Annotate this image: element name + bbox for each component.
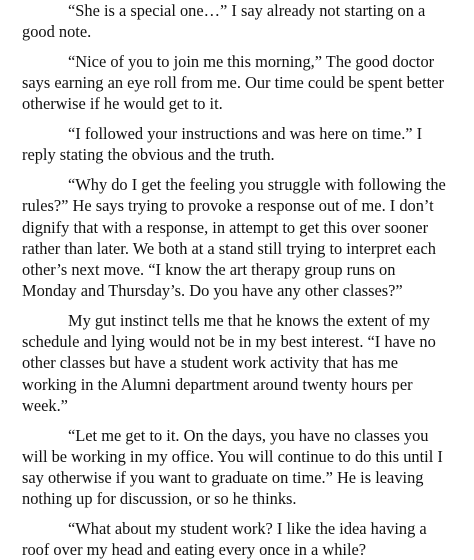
paragraph-4: “Why do I get the feeling you struggle with following the rules?” He says trying to provoke a response out of me. I don’t dignify that with a response, in attempt to get this over sooner rather than later. We both at a stand still trying to interpret each other’s next move. “I know the art therapy group runs on Monday and Thursday’s. Do you have any other classes?”	[22, 175, 446, 301]
paragraph-6: “Let me get to it. On the days, you have no classes you will be working in my office. You will continue to do this until I say otherwise if you want to graduate on time.” He is leaving nothing up for discussion, or so he thinks.	[22, 425, 443, 509]
paragraph-3: “I followed your instructions and was here on time.” I reply stating the obvious and the truth.	[22, 124, 423, 165]
paragraph-1: “She is a special one…” I say already not starting on a good note.	[22, 1, 426, 42]
paragraph-5: My gut instinct tells me that he knows the extent of my schedule and lying would not be in my best interest. “I have no other classes but have a student work activity that has me working in the Alumni department around twenty hours per week.”	[22, 311, 436, 415]
paragraph-7: “What about my student work? I like the idea having a roof over my head and eating every once in a while?	[22, 519, 427, 560]
paragraph-2: “Nice of you to join me this morning,” The good doctor says earning an eye roll from me. Our time could be spent better otherwise if he would get to it.	[22, 52, 444, 114]
